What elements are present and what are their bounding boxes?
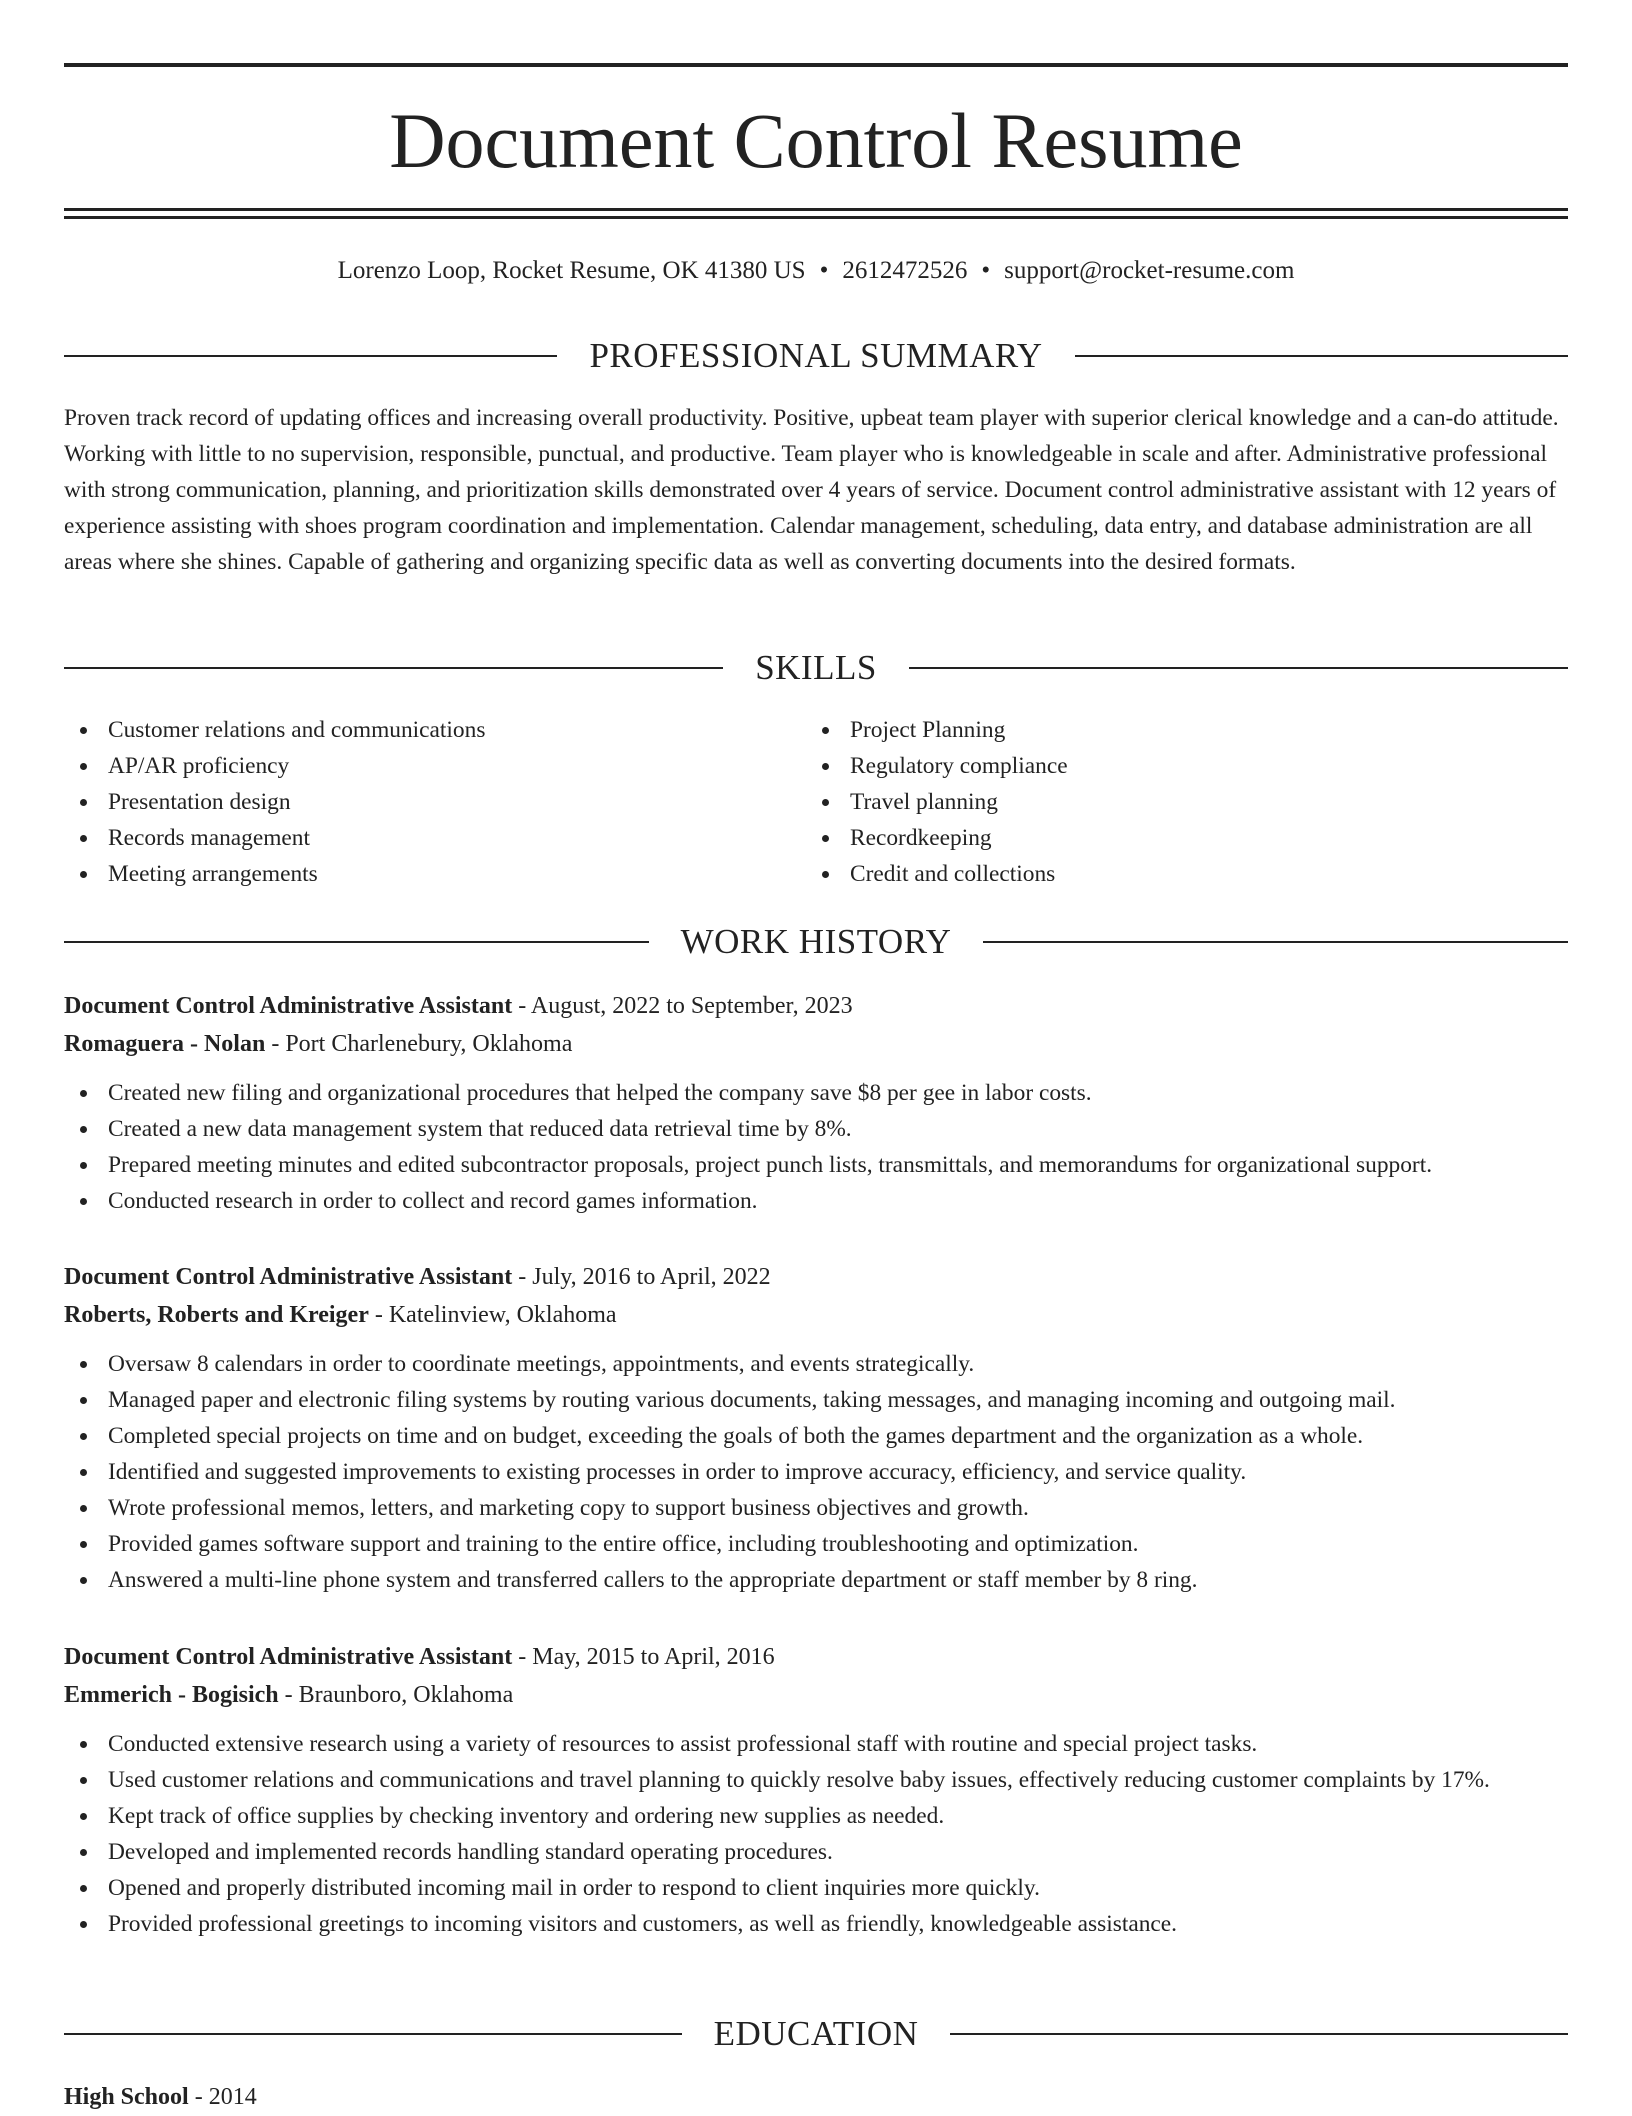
heading-rule <box>909 667 1568 669</box>
job-title-line <box>64 1638 1568 1676</box>
skill-item: Regulatory compliance <box>806 748 1068 784</box>
heading-rule <box>983 941 1568 943</box>
skill-item: Presentation design <box>64 784 485 820</box>
skill-item: Project Planning <box>806 712 1068 748</box>
job-company-line <box>64 1025 1568 1063</box>
job-dates: - May, 2015 to April, 2016 <box>512 1644 775 1670</box>
job-entry <box>64 1258 1568 1598</box>
contact-email: support@rocket-resume.com <box>1004 257 1295 284</box>
job-title: Document Control Administrative Assistant <box>64 1264 513 1290</box>
contact-line <box>64 254 1568 288</box>
heading-rule <box>950 2033 1568 2035</box>
job-bullet: Answered a multi-line phone system and transferred callers to the appropriate department or staff member by 8 ring. <box>64 1562 1568 1598</box>
job-dates: - August, 2022 to September, 2023 <box>512 993 853 1019</box>
job-location: - Katelinview, Oklahoma <box>368 1302 617 1328</box>
summary-text: Proven track record of updating offices and increasing overall productivity. Positive, upbeat team player with superior clerical knowledge and a can-do attitude. Working with little to no supervision, responsible, punctual, and productive. Team player who is knowledgeable in scale and after. Administrative professional with strong communication, planning, and prioritization skills demonstrated over 4 years of service. Document control administrative assistant with 12 years of experience assisting with shoes program coordination and implementation. Calendar management, scheduling, data entry, and database administration are all areas where she shines. Capable of gathering and organizing specific data as well as converting documents into the desired formats. <box>64 405 1559 575</box>
top-rule <box>64 63 1568 67</box>
section-heading-summary <box>64 334 1568 378</box>
skills-list-right <box>806 712 1068 892</box>
skill-item: Credit and collections <box>806 856 1068 892</box>
job-company-line <box>64 1676 1568 1714</box>
job-bullet: Conducted extensive research using a variety of resources to assist professional staff with routine and special project tasks. <box>64 1726 1568 1762</box>
job-entry <box>64 1638 1568 1942</box>
job-location: - Port Charlenebury, Oklahoma <box>265 1031 573 1057</box>
job-bullet: Identified and suggested improvements to existing processes in order to improve accuracy, efficiency, and service quality. <box>64 1454 1568 1490</box>
skill-item: Customer relations and communications <box>64 712 485 748</box>
skill-item: Records management <box>64 820 485 856</box>
job-bullets <box>64 1075 1568 1219</box>
heading-rule <box>64 2033 682 2035</box>
job-bullet: Kept track of office supplies by checking inventory and ordering new supplies as needed. <box>64 1798 1568 1834</box>
job-bullets <box>64 1346 1568 1598</box>
section-heading-education <box>64 2012 1568 2056</box>
job-bullet: Conducted research in order to collect and record games information. <box>64 1183 1568 1219</box>
job-title-line <box>64 987 1568 1025</box>
job-company: Emmerich - Bogisich <box>64 1682 279 1708</box>
education-year: - 2014 <box>188 2084 257 2110</box>
job-title: Document Control Administrative Assistant <box>64 1644 513 1670</box>
contact-separator: • <box>819 257 829 284</box>
title-double-rule <box>64 208 1568 219</box>
job-bullet: Completed special projects on time and on budget, exceeding the goals of both the games department and the organization as a whole. <box>64 1418 1568 1454</box>
skill-item: Meeting arrangements <box>64 856 485 892</box>
heading-rule <box>64 941 649 943</box>
job-title-line <box>64 1258 1568 1296</box>
job-bullet: Prepared meeting minutes and edited subcontractor proposals, project punch lists, transmittals, and memorandums for organizational support. <box>64 1147 1568 1183</box>
education-entry <box>64 2078 1568 2116</box>
job-bullet: Developed and implemented records handling standard operating procedures. <box>64 1834 1568 1870</box>
section-heading-work-history <box>64 920 1568 964</box>
heading-label: WORK HISTORY <box>680 922 952 961</box>
heading-rule <box>64 355 557 357</box>
job-bullet: Created a new data management system that reduced data retrieval time by 8%. <box>64 1111 1568 1147</box>
job-bullet: Managed paper and electronic filing systems by routing various documents, taking messages, and managing incoming and outgoing mail. <box>64 1382 1568 1418</box>
resume-title: Document Control Resume <box>389 97 1243 184</box>
job-company: Romaguera - Nolan <box>64 1031 266 1057</box>
skill-item: Recordkeeping <box>806 820 1068 856</box>
job-title: Document Control Administrative Assistant <box>64 993 513 1019</box>
job-entry <box>64 987 1568 1219</box>
skills-list-left <box>64 712 485 892</box>
contact-address: Lorenzo Loop, Rocket Resume, OK 41380 US <box>337 257 806 284</box>
job-company: Roberts, Roberts and Kreiger <box>64 1302 369 1328</box>
heading-label: PROFESSIONAL SUMMARY <box>589 336 1043 375</box>
job-dates: - July, 2016 to April, 2022 <box>512 1264 771 1290</box>
job-bullet: Used customer relations and communications and travel planning to quickly resolve baby issues, effectively reducing customer complaints by 17%. <box>64 1762 1568 1798</box>
heading-rule <box>64 667 723 669</box>
contact-separator: • <box>981 257 991 284</box>
job-bullets <box>64 1726 1568 1942</box>
heading-label: SKILLS <box>755 648 877 687</box>
job-bullet: Opened and properly distributed incoming mail in order to respond to client inquiries more quickly. <box>64 1870 1568 1906</box>
contact-phone: 2612472526 <box>842 257 968 284</box>
heading-rule <box>1075 355 1568 357</box>
education-degree: High School <box>64 2084 189 2110</box>
job-bullet: Provided games software support and training to the entire office, including troubleshooting and optimization. <box>64 1526 1568 1562</box>
job-company-line <box>64 1296 1568 1334</box>
job-location: - Braunboro, Oklahoma <box>278 1682 514 1708</box>
job-bullet: Wrote professional memos, letters, and marketing copy to support business objectives and growth. <box>64 1490 1568 1526</box>
job-bullet: Oversaw 8 calendars in order to coordinate meetings, appointments, and events strategically. <box>64 1346 1568 1382</box>
job-bullet: Created new filing and organizational procedures that helped the company save $8 per gee in labor costs. <box>64 1075 1568 1111</box>
heading-label: EDUCATION <box>713 2014 919 2053</box>
section-heading-skills <box>64 646 1568 690</box>
skill-item: AP/AR proficiency <box>64 748 485 784</box>
skill-item: Travel planning <box>806 784 1068 820</box>
job-bullet: Provided professional greetings to incoming visitors and customers, as well as friendly, knowledgeable assistance. <box>64 1906 1568 1942</box>
